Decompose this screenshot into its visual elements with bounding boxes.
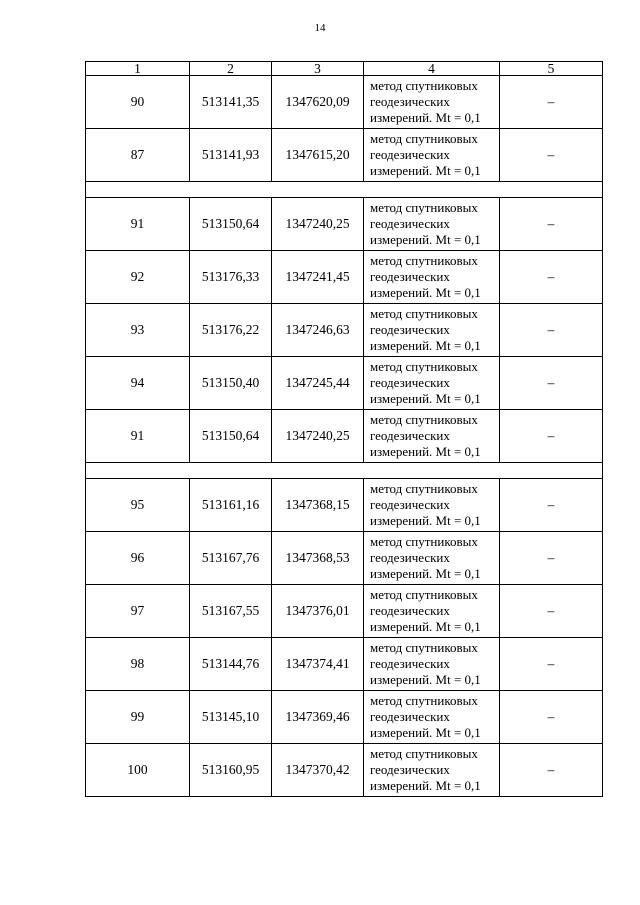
- method-text-line: измерений. Mt = 0,1: [370, 163, 481, 178]
- method-text-line: геодезических: [370, 322, 450, 337]
- table-row: [86, 638, 603, 691]
- y-coordinate-cell: 1347240,25: [272, 410, 364, 463]
- method-cell: [364, 304, 500, 357]
- point-number-cell: 96: [86, 532, 190, 585]
- x-coordinate-cell: 513167,76: [190, 532, 272, 585]
- x-coordinate-cell: 513150,64: [190, 410, 272, 463]
- method-cell: [364, 638, 500, 691]
- note-cell: –: [500, 76, 603, 129]
- group-separator-row: [86, 182, 603, 198]
- method-text-line: измерений. Mt = 0,1: [370, 778, 481, 793]
- table-row: [86, 585, 603, 638]
- y-coordinate-cell: 1347368,15: [272, 479, 364, 532]
- point-number-cell: 94: [86, 357, 190, 410]
- header-cell-3: 3: [272, 62, 364, 76]
- header-cell-2: 2: [190, 62, 272, 76]
- method-text-line: измерений. Mt = 0,1: [370, 338, 481, 353]
- method-text-line: метод спутниковых: [370, 481, 478, 496]
- note-cell: –: [500, 304, 603, 357]
- method-text-line: геодезических: [370, 603, 450, 618]
- point-number-cell: 98: [86, 638, 190, 691]
- table-row: [86, 304, 603, 357]
- header-cell-5: 5: [500, 62, 603, 76]
- method-text-line: измерений. Mt = 0,1: [370, 513, 481, 528]
- point-number-cell: 93: [86, 304, 190, 357]
- table-row: [86, 479, 603, 532]
- method-text-line: метод спутниковых: [370, 131, 478, 146]
- table-row: [86, 691, 603, 744]
- method-cell: [364, 532, 500, 585]
- y-coordinate-cell: 1347620,09: [272, 76, 364, 129]
- header-cell-1: 1: [86, 62, 190, 76]
- x-coordinate-cell: 513150,64: [190, 198, 272, 251]
- note-cell: –: [500, 691, 603, 744]
- method-cell: [364, 744, 500, 797]
- table-row: [86, 357, 603, 410]
- method-text-line: измерений. Mt = 0,1: [370, 391, 481, 406]
- method-text-line: измерений. Mt = 0,1: [370, 285, 481, 300]
- method-text-line: метод спутниковых: [370, 534, 478, 549]
- method-text-line: геодезических: [370, 147, 450, 162]
- method-text-line: измерений. Mt = 0,1: [370, 232, 481, 247]
- note-cell: –: [500, 638, 603, 691]
- y-coordinate-cell: 1347615,20: [272, 129, 364, 182]
- page-number: 14: [314, 22, 326, 34]
- method-text-line: метод спутниковых: [370, 200, 478, 215]
- method-text-line: геодезических: [370, 94, 450, 109]
- x-coordinate-cell: 513176,33: [190, 251, 272, 304]
- method-text-line: измерений. Mt = 0,1: [370, 672, 481, 687]
- x-coordinate-cell: 513141,35: [190, 76, 272, 129]
- method-text-line: измерений. Mt = 0,1: [370, 110, 481, 125]
- coordinates-table-body: [86, 62, 603, 797]
- point-number-cell: 97: [86, 585, 190, 638]
- x-coordinate-cell: 513144,76: [190, 638, 272, 691]
- y-coordinate-cell: 1347374,41: [272, 638, 364, 691]
- method-text-line: геодезических: [370, 656, 450, 671]
- y-coordinate-cell: 1347246,63: [272, 304, 364, 357]
- method-text-line: геодезических: [370, 762, 450, 777]
- point-number-cell: 92: [86, 251, 190, 304]
- method-text-line: геодезических: [370, 550, 450, 565]
- x-coordinate-cell: 513145,10: [190, 691, 272, 744]
- method-text-line: геодезических: [370, 216, 450, 231]
- note-cell: –: [500, 532, 603, 585]
- group-separator-row: [86, 463, 603, 479]
- x-coordinate-cell: 513141,93: [190, 129, 272, 182]
- y-coordinate-cell: 1347368,53: [272, 532, 364, 585]
- header-cell-4: 4: [364, 62, 500, 76]
- y-coordinate-cell: 1347240,25: [272, 198, 364, 251]
- method-text-line: измерений. Mt = 0,1: [370, 725, 481, 740]
- y-coordinate-cell: 1347369,46: [272, 691, 364, 744]
- method-text-line: измерений. Mt = 0,1: [370, 566, 481, 581]
- table-row: [86, 251, 603, 304]
- table-row: [86, 410, 603, 463]
- table-row: [86, 532, 603, 585]
- method-text-line: измерений. Mt = 0,1: [370, 444, 481, 459]
- point-number-cell: 87: [86, 129, 190, 182]
- method-cell: [364, 251, 500, 304]
- note-cell: –: [500, 251, 603, 304]
- method-text-line: метод спутниковых: [370, 306, 478, 321]
- method-text-line: метод спутниковых: [370, 640, 478, 655]
- method-cell: [364, 479, 500, 532]
- method-text-line: геодезических: [370, 497, 450, 512]
- point-number-cell: 99: [86, 691, 190, 744]
- method-text-line: метод спутниковых: [370, 412, 478, 427]
- table-row: [86, 76, 603, 129]
- y-coordinate-cell: 1347370,42: [272, 744, 364, 797]
- method-cell: [364, 357, 500, 410]
- table-row: [86, 744, 603, 797]
- method-cell: [364, 410, 500, 463]
- table-row: [86, 129, 603, 182]
- method-cell: [364, 585, 500, 638]
- method-text-line: метод спутниковых: [370, 587, 478, 602]
- method-cell: [364, 129, 500, 182]
- method-text-line: метод спутниковых: [370, 253, 478, 268]
- y-coordinate-cell: 1347241,45: [272, 251, 364, 304]
- note-cell: –: [500, 357, 603, 410]
- point-number-cell: 91: [86, 198, 190, 251]
- x-coordinate-cell: 513161,16: [190, 479, 272, 532]
- group-separator-cell: [86, 463, 603, 479]
- note-cell: –: [500, 410, 603, 463]
- method-text-line: метод спутниковых: [370, 359, 478, 374]
- method-text-line: метод спутниковых: [370, 746, 478, 761]
- method-cell: [364, 198, 500, 251]
- note-cell: –: [500, 198, 603, 251]
- method-cell: [364, 76, 500, 129]
- x-coordinate-cell: 513160,95: [190, 744, 272, 797]
- y-coordinate-cell: 1347245,44: [272, 357, 364, 410]
- method-text-line: метод спутниковых: [370, 693, 478, 708]
- method-text-line: измерений. Mt = 0,1: [370, 619, 481, 634]
- method-cell: [364, 691, 500, 744]
- group-separator-cell: [86, 182, 603, 198]
- point-number-cell: 90: [86, 76, 190, 129]
- method-text-line: геодезических: [370, 269, 450, 284]
- note-cell: –: [500, 129, 603, 182]
- method-text-line: геодезических: [370, 709, 450, 724]
- point-number-cell: 95: [86, 479, 190, 532]
- x-coordinate-cell: 513176,22: [190, 304, 272, 357]
- note-cell: –: [500, 744, 603, 797]
- point-number-cell: 91: [86, 410, 190, 463]
- method-text-line: геодезических: [370, 428, 450, 443]
- coordinates-table: [85, 61, 603, 797]
- x-coordinate-cell: 513167,55: [190, 585, 272, 638]
- note-cell: –: [500, 585, 603, 638]
- table-row: [86, 198, 603, 251]
- method-text-line: геодезических: [370, 375, 450, 390]
- note-cell: –: [500, 479, 603, 532]
- x-coordinate-cell: 513150,40: [190, 357, 272, 410]
- method-text-line: метод спутниковых: [370, 78, 478, 93]
- y-coordinate-cell: 1347376,01: [272, 585, 364, 638]
- point-number-cell: 100: [86, 744, 190, 797]
- table-header-row: [86, 62, 603, 76]
